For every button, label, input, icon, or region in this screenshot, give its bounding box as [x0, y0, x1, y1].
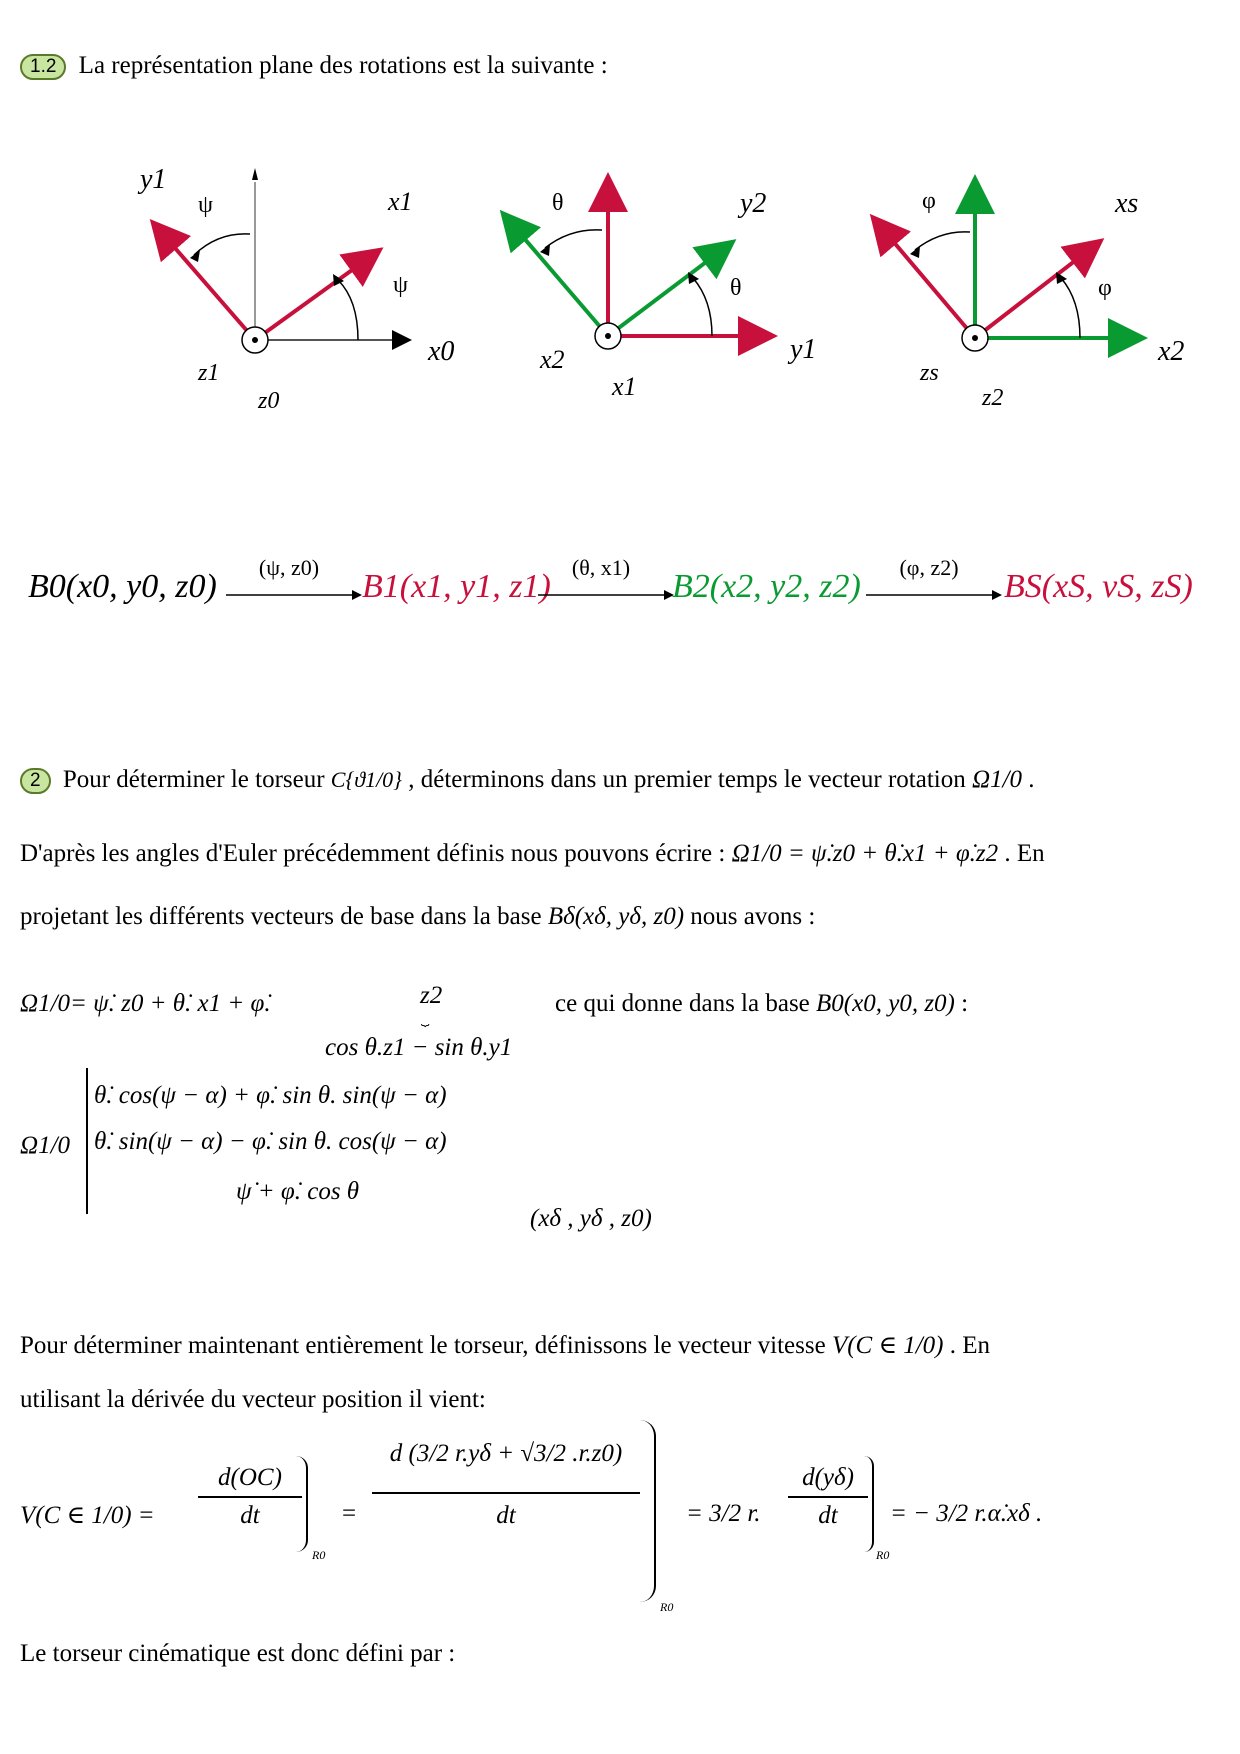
label-x1-fig2: x1 [612, 372, 637, 401]
omega-brace: ⏟ [421, 1012, 430, 1027]
label-theta-2: θ [730, 275, 742, 301]
omega-base-sentence [555, 990, 968, 1018]
paren-2 [640, 1420, 656, 1602]
omega-component-base: (xδ , yδ , z0) [530, 1205, 652, 1232]
chain-b0: B0(x0, y0, z0) [28, 568, 217, 605]
chain-arrow-3-label: (φ, z2) [899, 555, 959, 580]
fraction-2-term-b: √3/2 .r.z0 [520, 1440, 614, 1467]
figure-phi [875, 182, 1184, 411]
figure-theta [505, 180, 816, 401]
omega-base-text: ce qui donne dans la base [555, 990, 810, 1017]
label-xs: xs [1115, 188, 1139, 219]
chain-b1 [362, 568, 551, 606]
equals-2: = 3/2 r. [686, 1500, 761, 1527]
s2-line2-text: D'après les angles d'Euler précédemment définis nous pouvons écrire : [20, 840, 726, 867]
chain-bs-text: BS(xS, vS, zS) [1004, 568, 1193, 605]
label-phi-2: φ [1098, 275, 1112, 301]
s2-text-2: , déterminons dans un premier temps le vecteur rotation [408, 766, 966, 793]
fraction-3-denominator: dt [818, 1502, 838, 1529]
fraction-2-numerator: d (3/2 r.yδ + √3/2 .r.z0) [389, 1440, 623, 1467]
section-2-line-1 [20, 766, 1035, 794]
section-3-line-2: utilisant la dérivée du vecteur position il vient: [20, 1386, 486, 1413]
fraction-1-bar [198, 1496, 302, 1498]
s2-line3-base: Bδ(xδ, yδ, z0) [547, 903, 685, 930]
fraction-3-bar [788, 1496, 868, 1498]
fraction-3-numerator: d(yδ) [802, 1464, 854, 1491]
s2-line2-end: . En [1004, 840, 1045, 867]
label-x2-fig2: x2 [540, 345, 565, 374]
chain-b1-text: B1(x1, y1, z1) [362, 568, 551, 605]
label-x0: x0 [428, 336, 455, 367]
sub-r0-3: R0 [876, 1548, 890, 1562]
fraction-2-bar [372, 1492, 640, 1494]
fraction-2-denominator: dt [496, 1502, 516, 1529]
fraction-1 [198, 1464, 302, 1530]
label-psi-1: ψ [198, 192, 214, 218]
label-x1: x1 [388, 187, 413, 216]
section-3-line-1 [20, 1330, 990, 1360]
velocity-result: = − 3/2 r.α̇.xδ . [890, 1500, 1043, 1527]
omega-base: B0(x0, y0, z0) [816, 990, 955, 1017]
omega-component-1: θ̇. cos(ψ − α) + φ̇. sin θ. sin(ψ − α) [94, 1082, 447, 1109]
s3-line1-text: Pour déterminer maintenant entièrement le torseur, définissons le vecteur vitesse [20, 1332, 826, 1359]
label-x2-fig3: x2 [1158, 336, 1185, 367]
omega-z2-term: z2 [420, 982, 443, 1009]
label-y1: y1 [140, 164, 167, 195]
omega-z2-decomposition: cos θ.z1 − sin θ.y1 [325, 1034, 513, 1061]
s3-velocity: V(C ∈ 1/0) [831, 1332, 944, 1359]
fraction-2-term-a: 3/2 r.yδ [416, 1440, 491, 1467]
chain-b2-text: B2(x2, y2, z2) [672, 568, 861, 605]
final-sentence: Le torseur cinématique est donc défini par : [20, 1640, 456, 1667]
omega-vector-label: Ω1/0 [20, 1132, 71, 1159]
section-2-line-2 [20, 840, 1045, 868]
velocity-lhs: V(C ∈ 1/0) = [20, 1502, 155, 1529]
sub-r0-1: R0 [312, 1548, 326, 1562]
equals-1: = [342, 1500, 357, 1527]
label-phi-1: φ [922, 188, 936, 214]
omega-base-colon: : [961, 990, 969, 1017]
paren-3 [864, 1456, 874, 1552]
paren-1 [296, 1456, 308, 1552]
s2-line3-end: nous avons : [690, 903, 816, 930]
label-theta-1: θ [552, 190, 564, 216]
section-badge: 1.2 [20, 54, 66, 80]
section-1-2-heading [20, 52, 608, 80]
s2-line2-eq: Ω1/0 = ψ̇.z0 + θ̇.x1 + φ̇.z2 [731, 840, 999, 867]
sub-r0-2: R0 [660, 1600, 674, 1614]
section-2-line-3 [20, 903, 815, 931]
omega-component-3: ψ̇ + φ̇. cos θ [236, 1178, 360, 1205]
s2-omega: Ω1/0 [971, 766, 1022, 793]
label-psi-2: ψ [393, 272, 409, 298]
section-badge-2: 2 [20, 768, 51, 794]
label-y2: y2 [740, 188, 767, 219]
s2-end: . [1028, 766, 1035, 793]
rotation-figures [0, 140, 1240, 430]
chain-arrow-1 [226, 555, 362, 609]
label-z2: z2 [982, 385, 1004, 411]
figure-psi [137, 164, 454, 414]
chain-b2 [672, 568, 861, 606]
chain-bs [1004, 568, 1193, 606]
chain-arrow-1-label: (ψ, z0) [258, 555, 320, 580]
fraction-2 [372, 1440, 640, 1530]
chain-arrow-2-label: (θ, x1) [571, 555, 631, 580]
omega-expression: Ω1/0= ψ̇. z0 + θ̇. x1 + φ̇. [20, 990, 271, 1017]
label-y1-fig2: y1 [790, 334, 817, 365]
omega-component-2: θ̇. sin(ψ − α) − φ̇. sin θ. cos(ψ − α) [94, 1128, 447, 1155]
fraction-1-numerator: d(OC) [218, 1464, 282, 1491]
fraction-1-denominator: dt [240, 1502, 260, 1529]
chain-arrow-3 [866, 555, 1002, 609]
label-z1: z1 [198, 360, 220, 386]
s2-text-1: Pour déterminer le torseur [62, 766, 325, 793]
section-text: La représentation plane des rotations est la suivante : [78, 52, 608, 79]
label-zs: zs [920, 360, 939, 386]
s3-line1-end: . En [949, 1332, 991, 1359]
chain-arrow-2 [538, 555, 674, 609]
s2-line3-text: projetant les différents vecteurs de base dans la base [20, 903, 542, 930]
component-bar [86, 1068, 88, 1214]
s2-torseur: C{ϑ1/0} [330, 767, 402, 792]
fraction-3 [788, 1464, 868, 1530]
label-z0: z0 [258, 388, 280, 414]
